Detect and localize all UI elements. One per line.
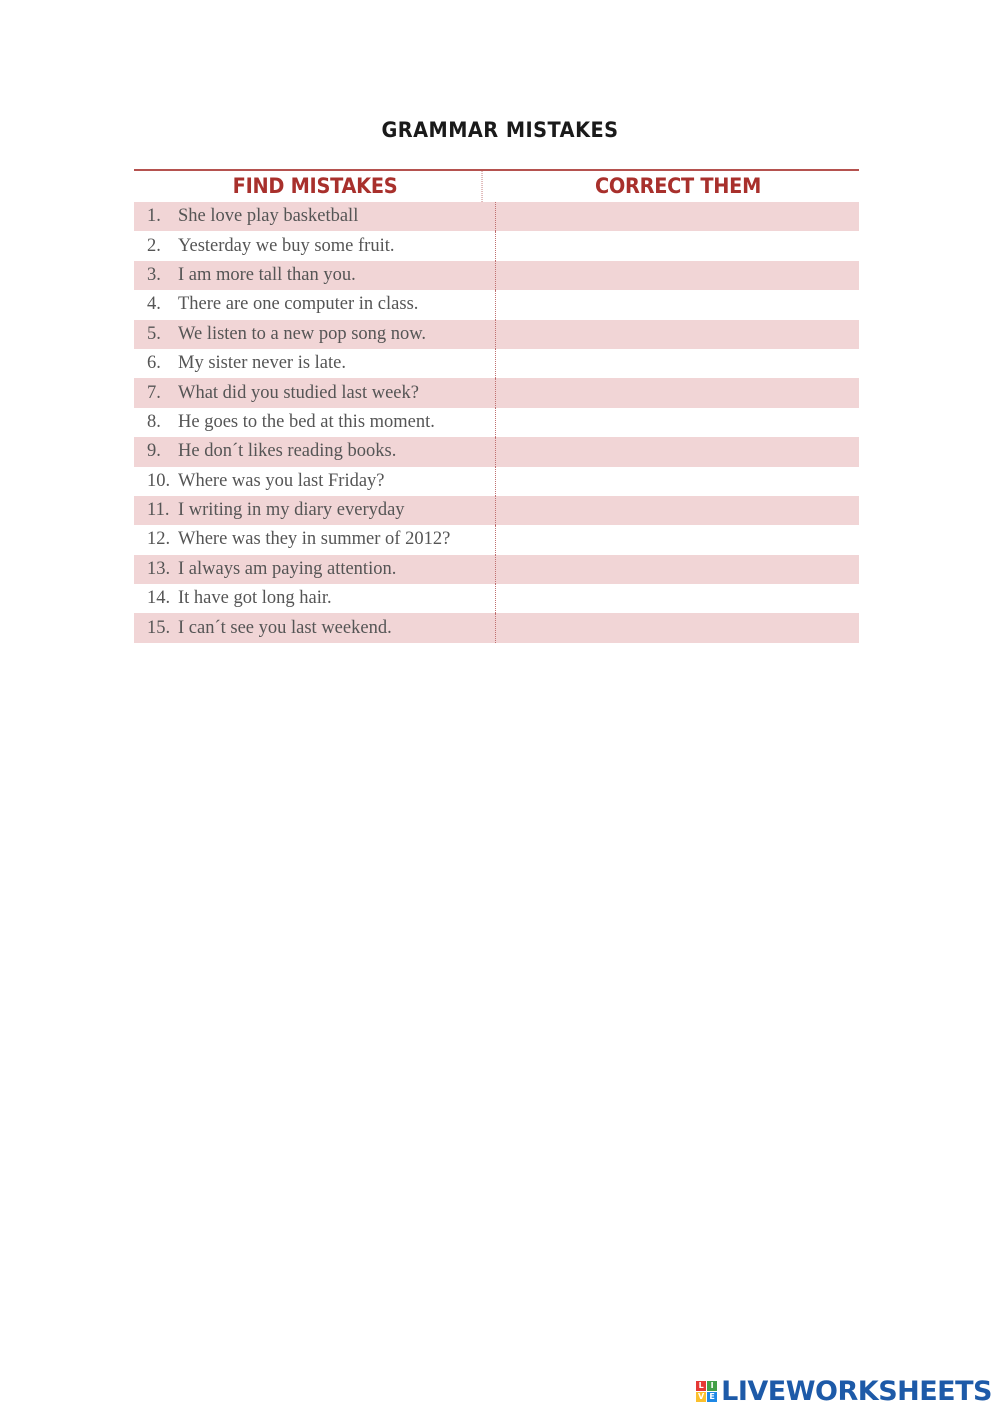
item-number: 8.	[147, 411, 161, 432]
mistake-sentence: There are one computer in class.	[178, 294, 419, 315]
table-row	[134, 320, 859, 349]
mistake-sentence: I can´t see you last weekend.	[178, 617, 392, 638]
mistake-cell	[134, 202, 496, 231]
logo-square: L	[696, 1381, 706, 1391]
table-row	[134, 584, 859, 613]
item-number: 2.	[147, 235, 161, 256]
item-number: 4.	[147, 294, 161, 315]
correction-answer-cell[interactable]	[496, 290, 859, 319]
item-number: 7.	[147, 382, 161, 403]
brand-name: LIVEWORKSHEETS	[721, 1376, 992, 1407]
item-number: 11.	[147, 500, 170, 521]
mistake-sentence: I always am paying attention.	[178, 558, 397, 579]
mistake-cell	[134, 437, 496, 466]
mistake-sentence: Where was they in summer of 2012?	[178, 529, 451, 550]
correct-them-header: CORRECT THEM	[594, 174, 762, 198]
mistake-sentence: He goes to the bed at this moment.	[178, 411, 435, 432]
mistake-sentence: I writing in my diary everyday	[178, 500, 405, 521]
correction-answer-cell[interactable]	[496, 584, 859, 613]
mistake-sentence: I am more tall than you.	[178, 264, 356, 285]
worksheet-table	[134, 169, 859, 643]
correction-answer-cell[interactable]	[496, 231, 859, 260]
mistake-cell	[134, 261, 496, 290]
table-row	[134, 290, 859, 319]
table-row	[134, 378, 859, 407]
item-number: 12.	[147, 529, 171, 550]
item-number: 9.	[147, 441, 161, 462]
mistake-cell	[134, 613, 496, 642]
table-row	[134, 613, 859, 642]
table-row	[134, 261, 859, 290]
brand-footer	[696, 1376, 992, 1407]
table-row	[134, 437, 859, 466]
correction-answer-cell[interactable]	[496, 378, 859, 407]
mistake-sentence: Where was you last Friday?	[178, 470, 385, 491]
liveworksheets-logo-icon	[696, 1381, 717, 1402]
mistake-sentence: What did you studied last week?	[178, 382, 419, 403]
item-number: 1.	[147, 206, 161, 227]
page-title: GRAMMAR MISTAKES	[381, 118, 619, 142]
correction-answer-cell[interactable]	[496, 261, 859, 290]
correction-answer-cell[interactable]	[496, 349, 859, 378]
mistake-cell	[134, 349, 496, 378]
mistake-cell	[134, 496, 496, 525]
mistake-cell	[134, 231, 496, 260]
mistake-cell	[134, 290, 496, 319]
mistake-cell	[134, 555, 496, 584]
logo-square: I	[707, 1381, 717, 1391]
table-row	[134, 496, 859, 525]
correction-answer-cell[interactable]	[496, 408, 859, 437]
find-mistakes-header: FIND MISTAKES	[149, 171, 483, 202]
correction-answer-cell[interactable]	[496, 613, 859, 642]
table-row	[134, 349, 859, 378]
correction-answer-cell[interactable]	[496, 525, 859, 554]
table-row	[134, 408, 859, 437]
table-row	[134, 555, 859, 584]
table-row	[134, 467, 859, 496]
correction-answer-cell[interactable]	[496, 467, 859, 496]
mistake-cell	[134, 467, 496, 496]
correction-answer-cell[interactable]	[496, 555, 859, 584]
table-row	[134, 525, 859, 554]
mistake-cell	[134, 584, 496, 613]
mistake-cell	[134, 378, 496, 407]
table-header-row	[134, 171, 859, 202]
logo-square: E	[707, 1392, 717, 1402]
item-number: 13.	[147, 558, 171, 579]
item-number: 5.	[147, 323, 161, 344]
item-number: 6.	[147, 353, 161, 374]
mistake-sentence: My sister never is late.	[178, 353, 346, 374]
mistake-sentence: It have got long hair.	[178, 588, 332, 609]
logo-square: V	[698, 1392, 705, 1401]
correction-answer-cell[interactable]	[496, 320, 859, 349]
table-row	[134, 231, 859, 260]
mistake-sentence: He don´t likes reading books.	[178, 441, 397, 462]
table-body	[134, 202, 859, 643]
mistake-cell	[134, 408, 496, 437]
mistake-cell	[134, 525, 496, 554]
item-number: 14.	[147, 588, 171, 609]
mistake-sentence: Yesterday we buy some fruit.	[178, 235, 395, 256]
item-number: 3.	[147, 264, 161, 285]
mistake-sentence: We listen to a new pop song now.	[178, 323, 427, 344]
item-number: 15.	[147, 617, 171, 638]
correction-answer-cell[interactable]	[496, 496, 859, 525]
item-number: 10.	[147, 470, 171, 491]
correction-answer-cell[interactable]	[496, 437, 859, 466]
table-row	[134, 202, 859, 231]
mistake-cell	[134, 320, 496, 349]
correction-answer-cell[interactable]	[496, 202, 859, 231]
mistake-sentence: She love play basketball	[178, 206, 359, 227]
